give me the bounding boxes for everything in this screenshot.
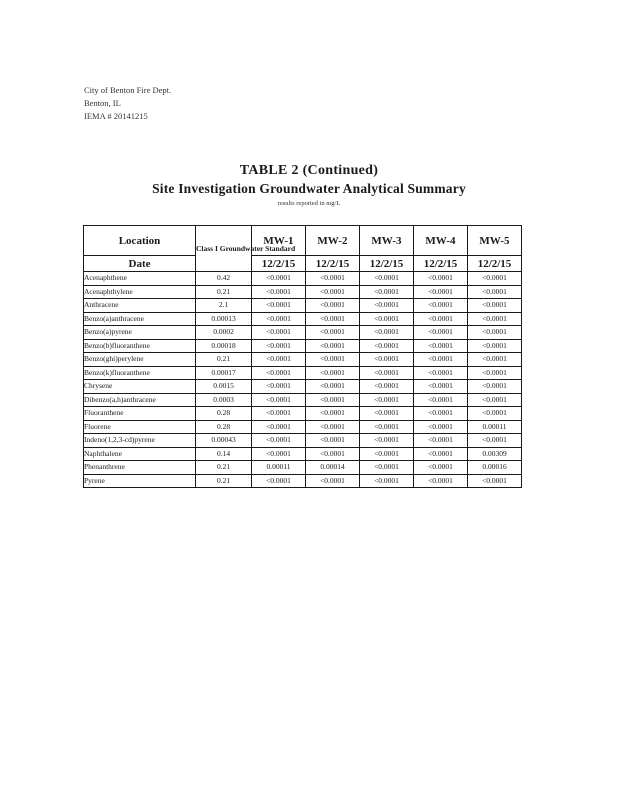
result-value-mw1: <0.0001 <box>252 285 306 299</box>
table-row <box>84 380 522 394</box>
standard-value: 0.0003 <box>196 393 252 407</box>
result-value-mw4: <0.0001 <box>414 326 468 340</box>
result-value-mw1: <0.0001 <box>252 393 306 407</box>
result-value-mw3: <0.0001 <box>360 393 414 407</box>
compound-name: Fluoranthene <box>84 407 196 421</box>
table-row <box>84 434 522 448</box>
result-value-mw4: <0.0001 <box>414 393 468 407</box>
result-value-mw3: <0.0001 <box>360 474 414 488</box>
result-value-mw1: 0.00011 <box>252 461 306 475</box>
result-value-mw2: <0.0001 <box>306 366 360 380</box>
result-value-mw2: <0.0001 <box>306 353 360 367</box>
result-value-mw3: <0.0001 <box>360 407 414 421</box>
standard-value: 0.0002 <box>196 326 252 340</box>
standard-value: 0.21 <box>196 461 252 475</box>
table-row <box>84 326 522 340</box>
result-value-mw1: <0.0001 <box>252 407 306 421</box>
result-value-mw1: <0.0001 <box>252 272 306 286</box>
standard-value: 2.1 <box>196 299 252 313</box>
result-value-mw1: <0.0001 <box>252 299 306 313</box>
units-note: results reported in mg/L <box>277 200 341 207</box>
result-value-mw2: <0.0001 <box>306 272 360 286</box>
result-value-mw5: <0.0001 <box>468 393 522 407</box>
compound-name: Acenaphthene <box>84 272 196 286</box>
compound-name: Benzo(b)fluoranthene <box>84 339 196 353</box>
result-value-mw3: <0.0001 <box>360 272 414 286</box>
table-row <box>84 285 522 299</box>
result-value-mw3: <0.0001 <box>360 353 414 367</box>
compound-name: Benzo(a)pyrene <box>84 326 196 340</box>
standard-value: 0.00043 <box>196 434 252 448</box>
result-value-mw5: <0.0001 <box>468 312 522 326</box>
result-value-mw3: <0.0001 <box>360 420 414 434</box>
standard-value: 0.42 <box>196 272 252 286</box>
date-mw1: 12/2/15 <box>252 256 306 272</box>
table-row <box>84 461 522 475</box>
result-value-mw5: <0.0001 <box>468 366 522 380</box>
result-value-mw5: <0.0001 <box>468 353 522 367</box>
result-value-mw5: <0.0001 <box>468 434 522 448</box>
result-value-mw2: <0.0001 <box>306 312 360 326</box>
result-value-mw4: <0.0001 <box>414 299 468 313</box>
date-mw5: 12/2/15 <box>468 256 522 272</box>
compound-name: Naphthalene <box>84 447 196 461</box>
result-value-mw1: <0.0001 <box>252 434 306 448</box>
table-row <box>84 447 522 461</box>
compound-name: Pyrene <box>84 474 196 488</box>
result-value-mw2: <0.0001 <box>306 393 360 407</box>
well-header-mw5: MW-5 <box>468 226 522 256</box>
result-value-mw4: <0.0001 <box>414 312 468 326</box>
result-value-mw2: <0.0001 <box>306 339 360 353</box>
well-header-mw2: MW-2 <box>306 226 360 256</box>
compound-name: Indeno(1,2,3-cd)pyrene <box>84 434 196 448</box>
result-value-mw3: <0.0001 <box>360 299 414 313</box>
standard-value: 0.14 <box>196 447 252 461</box>
compound-name: Benzo(ghi)perylene <box>84 353 196 367</box>
table-row <box>84 312 522 326</box>
result-value-mw1: <0.0001 <box>252 474 306 488</box>
well-header-mw3: MW-3 <box>360 226 414 256</box>
result-value-mw2: 0.00014 <box>306 461 360 475</box>
result-value-mw1: <0.0001 <box>252 326 306 340</box>
standard-value: 0.28 <box>196 420 252 434</box>
result-value-mw5: 0.00016 <box>468 461 522 475</box>
result-value-mw1: <0.0001 <box>252 420 306 434</box>
result-value-mw4: <0.0001 <box>414 474 468 488</box>
result-value-mw1: <0.0001 <box>252 312 306 326</box>
date-mw2: 12/2/15 <box>306 256 360 272</box>
result-value-mw3: <0.0001 <box>360 366 414 380</box>
result-value-mw3: <0.0001 <box>360 312 414 326</box>
standard-value: 0.00017 <box>196 366 252 380</box>
result-value-mw2: <0.0001 <box>306 434 360 448</box>
well-header-mw4: MW-4 <box>414 226 468 256</box>
result-value-mw4: <0.0001 <box>414 434 468 448</box>
result-value-mw3: <0.0001 <box>360 461 414 475</box>
result-value-mw4: <0.0001 <box>414 420 468 434</box>
standard-value: 0.0015 <box>196 380 252 394</box>
result-value-mw3: <0.0001 <box>360 447 414 461</box>
table-row <box>84 420 522 434</box>
result-value-mw4: <0.0001 <box>414 407 468 421</box>
standard-value: 0.21 <box>196 474 252 488</box>
result-value-mw4: <0.0001 <box>414 353 468 367</box>
result-value-mw5: <0.0001 <box>468 407 522 421</box>
table-row <box>84 353 522 367</box>
result-value-mw5: <0.0001 <box>468 380 522 394</box>
result-value-mw2: <0.0001 <box>306 407 360 421</box>
result-value-mw1: <0.0001 <box>252 353 306 367</box>
result-value-mw4: <0.0001 <box>414 285 468 299</box>
well-header-mw1: MW-1 <box>252 226 306 256</box>
location-header: Location <box>84 226 196 256</box>
result-value-mw2: <0.0001 <box>306 420 360 434</box>
result-value-mw1: <0.0001 <box>252 447 306 461</box>
result-value-mw2: <0.0001 <box>306 380 360 394</box>
table-row <box>84 407 522 421</box>
table-row <box>84 393 522 407</box>
date-header: Date <box>84 256 196 272</box>
result-value-mw2: <0.0001 <box>306 285 360 299</box>
date-mw4: 12/2/15 <box>414 256 468 272</box>
result-value-mw4: <0.0001 <box>414 380 468 394</box>
result-value-mw2: <0.0001 <box>306 447 360 461</box>
result-value-mw2: <0.0001 <box>306 299 360 313</box>
result-value-mw1: <0.0001 <box>252 366 306 380</box>
result-value-mw1: <0.0001 <box>252 380 306 394</box>
document-header <box>84 84 171 123</box>
table-row <box>84 366 522 380</box>
table-row <box>84 339 522 353</box>
table-body <box>84 272 522 488</box>
result-value-mw2: <0.0001 <box>306 474 360 488</box>
compound-name: Anthracene <box>84 299 196 313</box>
header-line-location: Benton, IL <box>84 98 121 108</box>
compound-name: Acenaphthylene <box>84 285 196 299</box>
result-value-mw5: <0.0001 <box>468 285 522 299</box>
result-value-mw4: <0.0001 <box>414 272 468 286</box>
date-mw3: 12/2/15 <box>360 256 414 272</box>
compound-name: Phenanthrene <box>84 461 196 475</box>
standard-value: 0.21 <box>196 353 252 367</box>
compound-name: Benzo(a)anthracene <box>84 312 196 326</box>
header-row-dates <box>84 256 522 272</box>
result-value-mw3: <0.0001 <box>360 285 414 299</box>
compound-name: Chrysene <box>84 380 196 394</box>
result-value-mw3: <0.0001 <box>360 380 414 394</box>
table-row <box>84 272 522 286</box>
result-value-mw5: 0.00309 <box>468 447 522 461</box>
standard-value: 0.00013 <box>196 312 252 326</box>
compound-name: Benzo(k)fluoranthene <box>84 366 196 380</box>
result-value-mw3: <0.0001 <box>360 339 414 353</box>
result-value-mw4: <0.0001 <box>414 366 468 380</box>
result-value-mw5: <0.0001 <box>468 326 522 340</box>
header-row-wells <box>84 226 522 256</box>
result-value-mw4: <0.0001 <box>414 461 468 475</box>
result-value-mw4: <0.0001 <box>414 339 468 353</box>
result-value-mw3: <0.0001 <box>360 326 414 340</box>
compound-name: Dibenzo(a,h)anthracene <box>84 393 196 407</box>
header-line-organization: City of Benton Fire Dept. <box>84 85 172 95</box>
analytical-summary-table <box>83 225 522 488</box>
result-value-mw1: <0.0001 <box>252 339 306 353</box>
standard-value: 0.00018 <box>196 339 252 353</box>
result-value-mw5: 0.00011 <box>468 420 522 434</box>
result-value-mw5: <0.0001 <box>468 339 522 353</box>
table-subtitle: Site Investigation Groundwater Analytical Summary <box>152 181 466 196</box>
result-value-mw5: <0.0001 <box>468 272 522 286</box>
result-value-mw5: <0.0001 <box>468 299 522 313</box>
standard-value: 0.28 <box>196 407 252 421</box>
table-row <box>84 299 522 313</box>
result-value-mw3: <0.0001 <box>360 434 414 448</box>
header-line-iema-number: IEMA # 20141215 <box>84 111 148 121</box>
compound-name: Fluorene <box>84 420 196 434</box>
standard-value: 0.21 <box>196 285 252 299</box>
result-value-mw2: <0.0001 <box>306 326 360 340</box>
standard-header: Class I Groundwater Standard <box>196 226 252 272</box>
table-row <box>84 474 522 488</box>
result-value-mw5: <0.0001 <box>468 474 522 488</box>
result-value-mw4: <0.0001 <box>414 447 468 461</box>
table-title: TABLE 2 (Continued) <box>239 163 379 178</box>
